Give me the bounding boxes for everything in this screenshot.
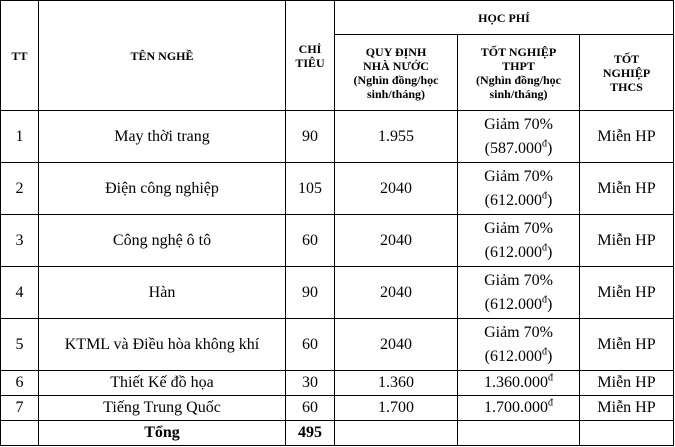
row-thcs: Miễn HP [580, 371, 674, 396]
table-row [1, 163, 674, 215]
row-thcs: Miễn HP [580, 215, 674, 267]
table-row [1, 267, 674, 319]
row-thpt [458, 267, 580, 319]
row-quy-dinh: 2040 [335, 215, 458, 267]
row-thpt [458, 111, 580, 163]
header-chi-tieu-line-2: TIÊU [295, 55, 325, 70]
row-name: Điện công nghiệp [39, 163, 286, 215]
header-thpt [458, 35, 580, 111]
header-quy-dinh [335, 35, 458, 111]
row-tt: 5 [1, 319, 39, 371]
total-empty-cell [580, 421, 674, 446]
row-quy-dinh: 2040 [335, 163, 458, 215]
row-name: KTML và Điều hòa không khí [39, 319, 286, 371]
row-thpt-line-1: Giảm 70% [484, 323, 553, 341]
header-thpt-unit-2: sinh/tháng) [489, 86, 548, 101]
row-quy-dinh: 2040 [335, 267, 458, 319]
row-thpt-sup: đ [542, 138, 547, 150]
row-thpt-line-1: Giảm 70% [484, 271, 553, 289]
header-quy-dinh-unit-2: sinh/tháng) [366, 86, 426, 101]
row-thpt-close: ) [547, 139, 553, 157]
header-hoc-phi: HỌC PHÍ [335, 1, 674, 35]
header-thpt-line-1: TỐT NGHIỆP [480, 44, 557, 59]
row-thpt-line-1: Giảm 70% [484, 219, 553, 237]
row-thpt [458, 215, 580, 267]
row-quy-dinh: 1.360 [335, 371, 458, 396]
header-quy-dinh-line-2: NHÀ NƯỚC [363, 58, 429, 73]
row-name: Tiếng Trung Quốc [39, 396, 286, 421]
table-row [1, 396, 674, 421]
row-tt: 6 [1, 371, 39, 396]
header-thcs [580, 35, 674, 111]
total-empty-cell [1, 421, 39, 446]
header-quy-dinh-unit-1: (Nghìn đồng/học [353, 72, 439, 87]
header-thcs-line-1: TỐT [613, 51, 640, 66]
total-value: 495 [286, 421, 335, 446]
header-tt: TT [1, 1, 39, 111]
row-name: Hàn [39, 267, 286, 319]
row-name: Công nghệ ô tô [39, 215, 286, 267]
row-quy-dinh: 1.700 [335, 396, 458, 421]
row-thpt-line-1: Giảm 70% [484, 115, 553, 133]
header-quy-dinh-line-1: QUY ĐỊNH [365, 44, 427, 59]
total-row [1, 421, 674, 446]
header-row-1 [1, 1, 674, 35]
header-thcs-line-2: NGHIỆP [602, 65, 651, 80]
table-row [1, 215, 674, 267]
row-thpt-line-2: (612.000 [484, 347, 542, 365]
row-thpt-close: ) [547, 243, 553, 261]
row-thpt [458, 371, 580, 396]
row-thpt-close: ) [547, 295, 553, 313]
row-thpt-sup: đ [542, 346, 547, 358]
row-thcs: Miễn HP [580, 319, 674, 371]
row-thpt-close: ) [547, 191, 553, 209]
row-name: Thiết Kế đồ họa [39, 371, 286, 396]
row-quy-dinh: 2040 [335, 319, 458, 371]
header-thpt-unit-1: (Nghìn đồng/học [475, 72, 562, 87]
header-thpt-line-2: THPT [502, 58, 535, 73]
row-thpt [458, 163, 580, 215]
row-thpt-line-2: (612.000 [484, 243, 542, 261]
row-thpt-sup: đ [542, 190, 547, 202]
total-label: Tổng [39, 421, 286, 446]
row-chi-tieu: 60 [286, 319, 335, 371]
header-chi-tieu-line-1: CHỈ [298, 41, 322, 56]
row-thcs: Miễn HP [580, 163, 674, 215]
row-thpt-line-1: Giảm 70% [484, 167, 553, 185]
total-empty-cell [458, 421, 580, 446]
row-tt: 4 [1, 267, 39, 319]
table-row [1, 319, 674, 371]
row-chi-tieu: 30 [286, 371, 335, 396]
row-thpt-sup: đ [548, 397, 553, 409]
row-thpt-line-2: (587.000 [484, 139, 542, 157]
row-thpt-line-1: 1.360.000 [484, 374, 548, 391]
row-thpt-line-2: (612.000 [484, 191, 542, 209]
row-quy-dinh: 1.955 [335, 111, 458, 163]
table-row [1, 111, 674, 163]
row-tt: 7 [1, 396, 39, 421]
row-thpt [458, 396, 580, 421]
row-thpt-sup: đ [542, 242, 547, 254]
header-ten-nghe: TÊN NGHỀ [39, 1, 286, 111]
total-empty-cell [335, 421, 458, 446]
row-thcs: Miễn HP [580, 111, 674, 163]
row-tt: 2 [1, 163, 39, 215]
row-name: May thời trang [39, 111, 286, 163]
row-thpt-sup: đ [542, 294, 547, 306]
row-chi-tieu: 60 [286, 215, 335, 267]
row-chi-tieu: 105 [286, 163, 335, 215]
row-thpt-line-1: 1.700.000 [484, 399, 548, 416]
row-thcs: Miễn HP [580, 267, 674, 319]
row-chi-tieu: 90 [286, 267, 335, 319]
header-chi-tieu [286, 1, 335, 111]
row-thpt-close: ) [547, 347, 553, 365]
row-thpt [458, 319, 580, 371]
row-tt: 3 [1, 215, 39, 267]
row-chi-tieu: 90 [286, 111, 335, 163]
header-thcs-line-3: THCS [610, 79, 643, 94]
row-thcs: Miễn HP [580, 396, 674, 421]
row-chi-tieu: 60 [286, 396, 335, 421]
row-tt: 1 [1, 111, 39, 163]
row-thpt-sup: đ [548, 372, 553, 384]
table-row [1, 371, 674, 396]
row-thpt-line-2: (612.000 [484, 295, 542, 313]
